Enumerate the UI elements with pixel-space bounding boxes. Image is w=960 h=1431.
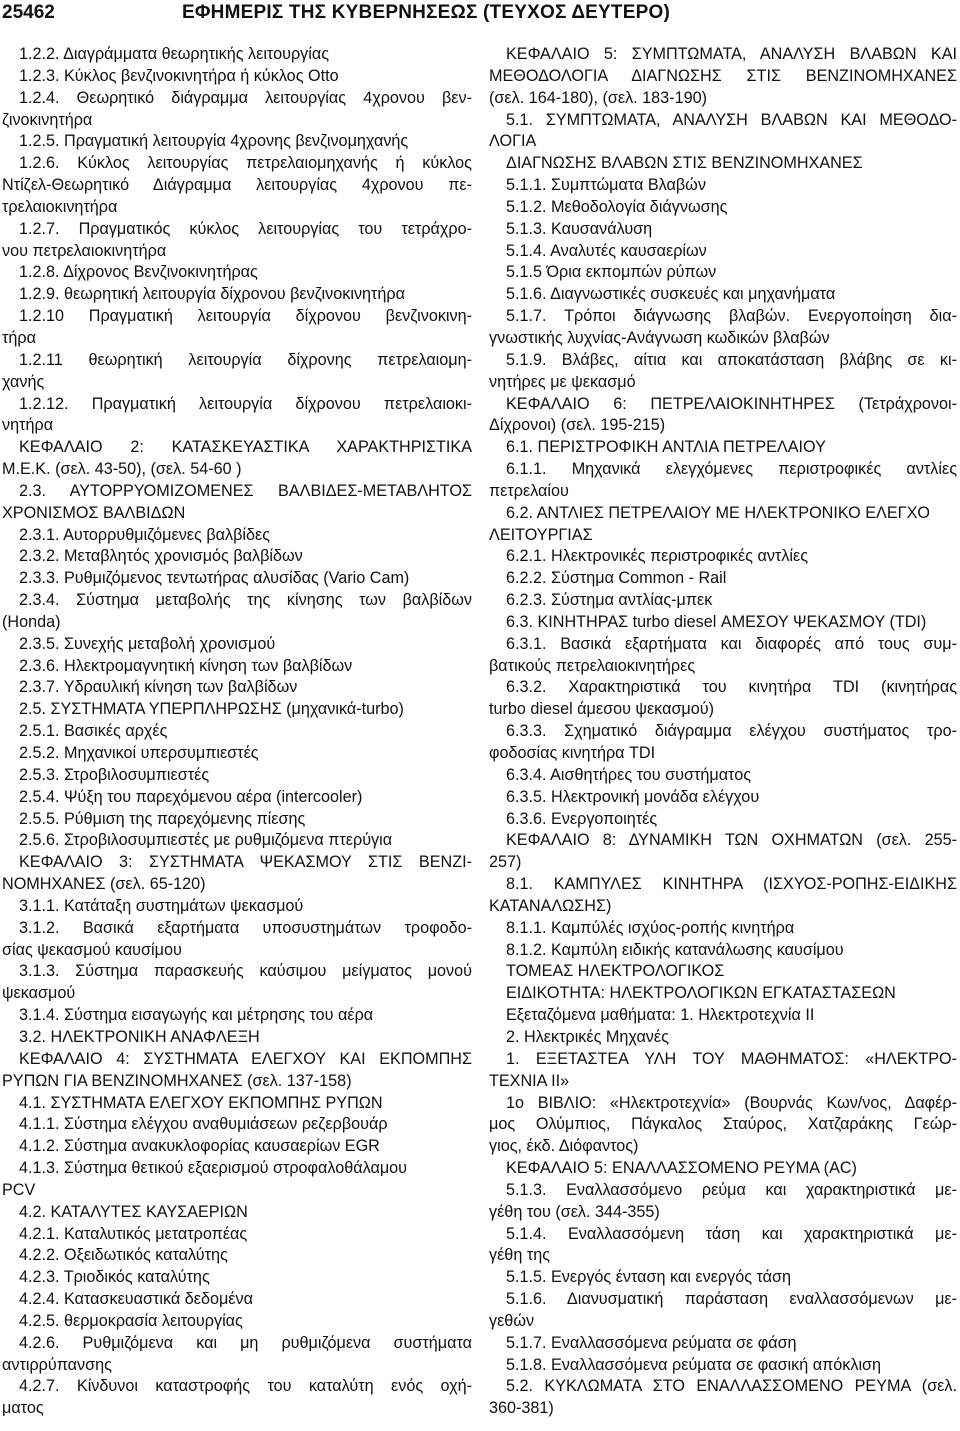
text-line: 5.1.3. Καυσανάλυση xyxy=(506,219,653,238)
text-line: ΔΙΑΓΝΩΣΗΣ ΒΛΑΒΩΝ ΣΤΙΣ ΒΕΝΖΙΝΟΜΗΧΑΝΕΣ xyxy=(506,154,863,173)
text-line: 2.3.6. Ηλεκτρομαγνητική κίνηση των βαλβίδων xyxy=(19,656,353,675)
text-line: 2.5.5. Ρύθμιση της παρεχόμενης πίεσης xyxy=(19,809,306,828)
text-line: 2.5.6. Στροβιλοσυμπιεστές με ρυθμιζόμενα πτερύγια xyxy=(19,831,393,850)
text-line: 3.1.2. Βασικά εξαρτήματα υποσυστημάτων τροφοδο- xyxy=(19,918,472,937)
text-line: 6.3.5. Ηλεκτρονική μονάδα ελέγχου xyxy=(506,787,760,806)
text-line: ΧΡΟΝΙΣΜΟΣ ΒΑΛΒΙΔΩΝ xyxy=(2,503,186,522)
text-line: 257) xyxy=(489,853,522,872)
text-line: γέθη της xyxy=(489,1246,551,1265)
text-line: 2.3.7. Υδραυλική κίνηση των βαλβίδων xyxy=(19,678,298,697)
text-line: 6.1. ΠΕΡΙΣΤΡΟΦΙΚΗ ΑΝΤΛΙΑ ΠΕΤΡΕΛΑΙΟΥ xyxy=(506,438,826,457)
text-line: 5.1.9. Βλάβες, αίτια και αποκατάσταση βλάβης σε κι- xyxy=(506,350,957,369)
text-line: ΚΕΦΑΛΑΙΟ 5: ΕΝΑΛΛΑΣΣΟΜΕΝΟ ΡΕΥΜΑ (AC) xyxy=(506,1159,857,1178)
text-line: ΝΟΜΗΧΑΝΕΣ (σελ. 65-120) xyxy=(2,875,206,894)
text-line: τήρα xyxy=(2,328,36,347)
text-line: 1.2.11 θεωρητική λειτουργία δίχρονης πετρελαιομη- xyxy=(19,350,472,369)
text-line: Εξεταζόμενα μαθήματα: 1. Ηλεκτροτεχνία ΙΙ xyxy=(506,1006,815,1025)
text-line: 5.1.6. Διαγνωστικές συσκευές και μηχανήματα xyxy=(506,285,836,304)
text-line: 2.3.3. Ρυθμιζόμενος τεντωτήρας αλυσίδας (Vario Cam) xyxy=(19,569,410,588)
text-line: 5.1.8. Εναλλασσόμενα ρεύματα σε φασική απόκλιση xyxy=(506,1355,882,1374)
text-line: ΤΟΜΕΑΣ ΗΛΕΚΤΡΟΛΟΓΙΚΟΣ xyxy=(506,962,725,981)
text-line: ΕΙΔΙΚΟΤΗΤΑ: ΗΛΕΚΤΡΟΛΟΓΙΚΩΝ ΕΓΚΑΤΑΣΤΑΣΕΩΝ xyxy=(506,984,896,1003)
text-line: 4.2.1. Καταλυτικός μετατροπέας xyxy=(19,1224,248,1243)
text-line: 6.3.4. Αισθητήρες του συστήματος xyxy=(506,765,752,784)
text-line: ΛΕΙΤΟΥΡΓΙΑΣ xyxy=(489,525,593,544)
text-line: νητήρες με ψεκασμό xyxy=(489,372,636,391)
text-line: 1.2.2. Διαγράμματα θεωρητικής λειτουργίας xyxy=(19,45,330,63)
text-line: 6.3. ΚΙΝΗΤΗΡΑΣ turbo diesel ΑΜΕΣΟΥ ΨΕΚΑΣΜΟΥ (TDI) xyxy=(506,612,927,631)
journal-title: ΕΦΗΜΕΡΙΣ ΤΗΣ ΚΥΒΕΡΝΗΣΕΩΣ (ΤΕΥΧΟΣ ΔΕΥΤΕΡΟ) xyxy=(182,2,670,23)
text-line: 5.1.4. Αναλυτές καυσαερίων xyxy=(506,241,707,260)
text-line: 5.1.2. Μεθοδολογία διάγνωσης xyxy=(506,197,728,216)
text-line: 2.5.1. Βασικές αρχές xyxy=(19,722,168,741)
text-line: 6.2.2. Σύστημα Common - Rail xyxy=(506,569,727,588)
page-header xyxy=(0,0,960,34)
text-line: 5.1.7. Εναλλασσόμενα ρεύματα σε φάση xyxy=(506,1333,797,1352)
text-line: 2.3.1. Αυτορρυθμιζόμενες βαλβίδες xyxy=(19,525,271,544)
text-line: αντιρρύπανσης xyxy=(2,1355,112,1374)
text-line: 3.1.3. Σύστημα παρασκευής καύσιμου μείγματος μονού xyxy=(19,962,472,981)
text-line: 2.3. ΑΥΤΟΡΡΥΟΜΙΖΟΜΕΝΕΣ ΒΑΛΒΙΔΕΣ-ΜΕΤΑΒΛΗΤΟΣ xyxy=(19,481,472,500)
text-line: 1.2.9. θεωρητική λειτουργία δίχρονου βενζινοκινητήρα xyxy=(19,285,406,304)
text-line: 4.2.3. Τριοδικός καταλύτης xyxy=(19,1268,210,1287)
text-line: 360-381) xyxy=(489,1399,554,1418)
text-line: Ντίζελ-Θεωρητικό Διάγραμμα λειτουργίας 4χρονου πε- xyxy=(2,176,472,195)
text-line: 1.2.12. Πραγματική λειτουργία δίχρονου πετρελαιοκι- xyxy=(19,394,472,413)
text-line: φοδοσίας κινητήρα TDI xyxy=(489,744,656,762)
text-line: 5.1.4. Εναλλασσόμενη τάση και χαρακτηριστικά με- xyxy=(506,1224,957,1243)
text-line: 4.2.6. Ρυθμιζόμενα και μη ρυθμιζόμενα συστήματα xyxy=(19,1333,472,1352)
text-line: 5.1.3. Εναλλασσόμενο ρεύμα και χαρακτηριστικά με- xyxy=(506,1180,957,1199)
text-line: 4.1. ΣΥΣΤΗΜΑΤΑ ΕΛΕΓΧΟΥ ΕΚΠΟΜΠΗΣ ΡΥΠΩΝ xyxy=(19,1093,383,1112)
text-line: γιος, έκδ. Διόφαντος) xyxy=(489,1137,639,1156)
text-line: 6.2.1. Ηλεκτρονικές περιστροφικές αντλίες xyxy=(506,547,809,566)
text-line: ΡΥΠΩΝ ΓΙΑ ΒΕΝΖΙΝΟΜΗΧΑΝΕΣ (σελ. 137-158) xyxy=(2,1071,352,1090)
text-line: 6.1.1. Μηχανικά ελεγχόμενες περιστροφικές αντλίες xyxy=(506,460,957,479)
text-line: ΚΕΦΑΛΑΙΟ 3: ΣΥΣΤΗΜΑΤΑ ΨΕΚΑΣΜΟΥ ΣΤΙΣ ΒΕΝΖΙ- xyxy=(19,853,472,872)
text-line: 6.3.3. Σχηματικό διάγραμμα ελέγχου συστήματος τρο- xyxy=(506,722,957,741)
text-line: 4.2.7. Κίνδυνοι καταστροφής του καταλύτη ενός οχή- xyxy=(19,1377,472,1396)
text-line: Δίχρονοι) (σελ. 195-215) xyxy=(489,416,666,435)
text-line: ΜΕΘΟΔΟΛΟΓΙΑ ΔΙΑΓΝΩΣΗΣ ΣΤΙΣ ΒΕΝΖΙΝΟΜΗΧΑΝΕΣ xyxy=(489,66,957,85)
text-line: 6.3.2. Χαρακτηριστικά του κινητήρα TDI (κινητήρας xyxy=(506,678,957,697)
text-line: 5.1.5 Όρια εκπομπών ρύπων xyxy=(506,263,717,282)
text-line: σίας ψεκασμού καυσίμου xyxy=(2,940,182,959)
text-line: 1ο ΒΙΒΛΙΟ: «Ηλεκτροτεχνία» (Βουρνάς Κων/νος, Δαφέρ- xyxy=(506,1093,957,1112)
text-line: 2.5.4. Ψύξη του παρεχόμενου αέρα (intercooler) xyxy=(19,787,363,806)
text-line: 8.1. ΚΑΜΠΥΛΕΣ ΚΙΝΗΤΗΡΑ (ΙΣΧΥΟΣ-ΡΟΠΗΣ-ΕΙΔΙΚΗΣ xyxy=(506,875,957,894)
text-line: 2.3.5. Συνεχής μεταβολή χρονισμού xyxy=(19,634,276,653)
text-line: 5.1.5. Ενεργός ένταση και ενεργός τάση xyxy=(506,1268,792,1287)
text-line: 4.2.2. Οξειδωτικός καταλύτης xyxy=(19,1246,228,1265)
text-line: ζινοκινητήρα xyxy=(2,110,93,129)
text-line: 5.1. ΣΥΜΠΤΩΜΑΤΑ, ΑΝΑΛΥΣΗ ΒΛΑΒΩΝ ΚΑΙ ΜΕΘΟΔΟ- xyxy=(506,110,957,129)
text-line: γνωστικής λυχνίας-Ανάγνωση κωδικών βλαβών xyxy=(489,328,830,347)
text-line: ΚΑΤΑΝΑΛΩΣΗΣ) xyxy=(489,896,612,915)
text-line: 6.3.6. Ενεργοποιητές xyxy=(506,809,658,828)
text-line: 1.2.6. Κύκλος λειτουργίας πετρελαιομηχανής ή κύκλος xyxy=(19,154,472,173)
text-line: 4.1.3. Σύστημα θετικού εξαερισμού στροφαλοθάλαμου xyxy=(19,1159,408,1178)
text-line: 8.1.1. Καμπύλές ισχύος-ροπής κινητήρα xyxy=(506,918,795,937)
text-line: (σελ. 164-180), (σελ. 183-190) xyxy=(489,88,707,107)
text-line: χανής xyxy=(2,372,45,391)
text-line: 4.2.4. Κατασκευαστικά δεδομένα xyxy=(19,1290,253,1309)
text-line: 4.1.2. Σύστημα ανακυκλοφορίας καυσαερίων EGR xyxy=(19,1137,380,1156)
text-line: μος Ολύμπιος, Πάγκαλος Σταύρος, Χατζαράκης Γεώρ- xyxy=(489,1115,957,1134)
text-line: ματος xyxy=(2,1399,44,1418)
text-line: 4.1.1. Σύστημα ελέγχου αναθυμιάσεων ρεζερβουάρ xyxy=(19,1115,388,1134)
text-line: 4.2.5. θερμοκρασία λειτουργίας xyxy=(19,1311,243,1330)
text-line: 2. Ηλεκτρικές Μηχανές xyxy=(506,1027,669,1046)
text-line: 1.2.4. Θεωρητικό διάγραμμα λειτουργίας 4χρονου βεν- xyxy=(19,88,472,107)
text-line: 4.2. ΚΑΤΑΛΥΤΕΣ ΚΑΥΣΑΕΡΙΩΝ xyxy=(19,1202,248,1221)
text-line: νου πετρελαιοκινητήρα xyxy=(2,241,167,260)
text-line: τρελαιοκινητήρα xyxy=(2,197,118,216)
text-line: νητήρα xyxy=(2,416,54,435)
text-line: 2.5.3. Στροβιλοσυμπιεστές xyxy=(19,765,210,784)
text-line: 2.5.2. Μηχανικοί υπερσυμπιεστές xyxy=(19,744,259,762)
text-line: 1.2.5. Πραγματική λειτουργία 4χρονης βενζινομηχανής xyxy=(19,132,409,151)
text-line: turbo diesel άμεσου ψεκασμού) xyxy=(489,700,715,719)
text-line: ΚΕΦΑΛΑΙΟ 4: ΣΥΣΤΗΜΑΤΑ ΕΛΕΓΧΟΥ ΚΑΙ ΕΚΠΟΜΠΗΣ xyxy=(19,1049,472,1068)
text-line: 3.2. ΗΛΕΚΤΡΟΝΙΚΗ ΑΝΑΦΛΕΞΗ xyxy=(19,1027,260,1046)
text-line: ψεκασμού xyxy=(2,984,76,1003)
text-line: 6.3.1. Βασικά εξαρτήματα και διαφορές από τους συμ- xyxy=(506,634,957,653)
text-line: 2.3.2. Μεταβλητός χρονισμός βαλβίδων xyxy=(19,547,303,566)
right-column xyxy=(489,44,957,1420)
text-line: 3.1.4. Σύστημα εισαγωγής και μέτρησης του αέρα xyxy=(19,1006,374,1025)
text-line: Μ.Ε.Κ. (σελ. 43-50), (σελ. 54-60 ) xyxy=(2,460,242,479)
text-line: γέθη του (σελ. 344-355) xyxy=(489,1202,660,1221)
text-line: 2.5. ΣΥΣΤΗΜΑΤΑ ΥΠΕΡΠΛΗΡΩΣΗΣ (μηχανικά-turbo) xyxy=(19,700,404,719)
text-line: βατικούς πετρελαιοκινητήρες xyxy=(489,656,696,675)
text-line: 5.2. ΚΥΚΛΩΜΑΤΑ ΣΤΟ ΕΝΑΛΛΑΣΣΟΜΕΝΟ ΡΕΥΜΑ (σελ. xyxy=(506,1377,957,1396)
text-line: ΚΕΦΑΛΑΙΟ 2: ΚΑΤΑΣΚΕΥΑΣΤΙΚΑ ΧΑΡΑΚΤΗΡΙΣΤΙΚΑ xyxy=(19,438,472,457)
text-line: ΚΕΦΑΛΑΙΟ 8: ΔΥΝΑΜΙΚΗ ΤΩΝ ΟΧΗΜΑΤΩΝ (σελ. 255- xyxy=(506,831,957,850)
text-line: 1.2.7. Πραγματικός κύκλος λειτουργίας του τετράχρο- xyxy=(19,219,472,238)
text-line: πετρελαίου xyxy=(489,481,569,500)
text-line: ΤΕΧΝΙΑ ΙΙ» xyxy=(489,1071,570,1090)
text-line: 5.1.1. Συμπτώματα Βλαβών xyxy=(506,176,706,195)
text-line: 6.2. ΑΝΤΛΙΕΣ ΠΕΤΡΕΛΑΙΟΥ ΜΕ ΗΛΕΚΤΡΟΝΙΚΟ ΕΛΕΓΧΟ xyxy=(506,503,930,522)
text-line: PCV xyxy=(2,1180,36,1199)
text-line: 5.1.7. Τρόποι διάγνωσης βλαβών. Ενεργοποίηση δια- xyxy=(506,307,957,326)
text-line: γεθών xyxy=(489,1311,535,1330)
text-line: 2.3.4. Σύστημα μεταβολής της κίνησης των βαλβίδων xyxy=(19,591,472,610)
text-line: ΚΕΦΑΛΑΙΟ 5: ΣΥΜΠΤΩΜΑΤΑ, ΑΝΑΛΥΣΗ ΒΛΑΒΩΝ ΚΑΙ xyxy=(506,45,957,63)
text-line: 3.1.1. Κατάταξη συστημάτων ψεκασμού xyxy=(19,896,304,915)
text-line: 5.1.6. Διανυσματική παράσταση εναλλασσόμενων με- xyxy=(506,1290,957,1309)
text-line: ΚΕΦΑΛΑΙΟ 6: ΠΕΤΡΕΛΑΙΟΚΙΝΗΤΗΡΕΣ (Τετράχρονοι- xyxy=(506,394,957,413)
text-line: (Honda) xyxy=(2,612,61,631)
left-column xyxy=(2,44,472,1420)
text-line: 6.2.3. Σύστημα αντλίας-μπεκ xyxy=(506,591,713,610)
text-line: 1.2.8. Δίχρονος Βενζινοκινητήρας xyxy=(19,263,258,282)
page-number: 25462 xyxy=(2,2,55,23)
text-line: 8.1.2. Καμπύλη ειδικής κατανάλωσης καυσίμου xyxy=(506,940,844,959)
text-line: 1.2.3. Κύκλος βενζινοκινητήρα ή κύκλος Otto xyxy=(19,66,339,85)
text-line: ΛΟΓΙΑ xyxy=(489,132,537,151)
text-line: 1. ΕΞΕΤΑΣΤΕΑ ΥΛΗ ΤΟΥ ΜΑΘΗΜΑΤΟΣ: «ΗΛΕΚΤΡΟ- xyxy=(506,1049,957,1068)
text-line: 1.2.10 Πραγματική λειτουργία δίχρονου βενζινοκινη- xyxy=(19,307,472,326)
